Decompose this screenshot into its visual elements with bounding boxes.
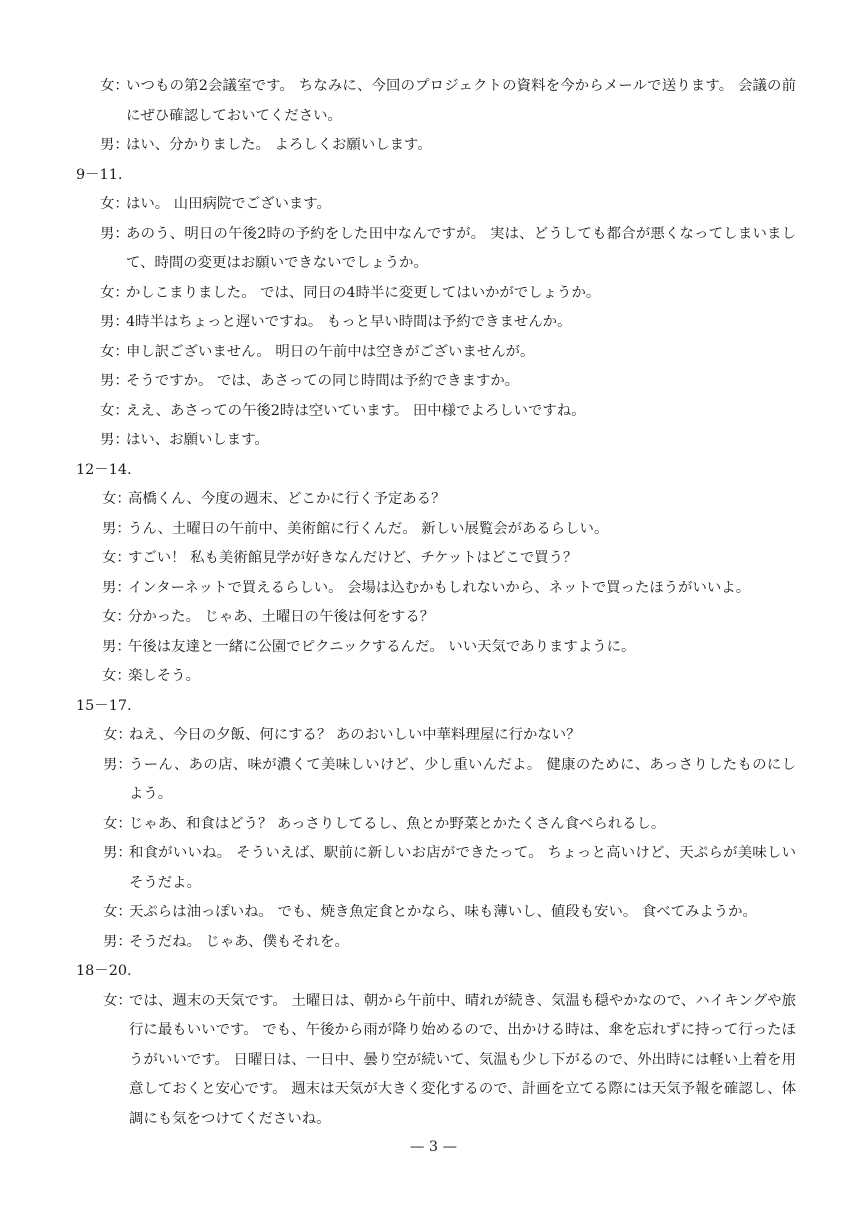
dialogue-line [76,633,796,663]
dialogue-line [76,515,796,545]
dialogue-line [76,662,796,692]
dialogue-line [76,426,796,456]
dialogue-line [76,810,796,840]
speaker-label: 男： [100,373,129,389]
speaker-label: 男： [102,638,131,655]
dialogue-line [76,721,796,751]
dialogue-line [76,72,796,131]
dialogue-line [76,338,796,368]
utterance-text: うん、土曜日の午前中、美術館に行くんだ。 新しい展覧会があるらしい。 [128,520,609,537]
dialogue-line [76,131,796,161]
dialogue-line [76,220,796,279]
utterance-text: 楽しそう。 [128,668,200,684]
dialogue-line [76,367,796,397]
utterance-text: じゃあ、和食はどう？ あっさりしてるし、魚とか野菜とかたくさん食べられるし。 [129,815,666,832]
section-header: 9－11. [76,166,123,183]
dialogue-line [76,839,796,898]
speaker-label: 男： [102,579,131,596]
utterance-text: ええ、あさっての午後2時は空いています。 田中様でよろしいですね。 [126,402,586,419]
dialogue-line [76,397,796,427]
utterance-text: はい、分かりました。 よろしくお願いします。 [126,137,432,153]
speaker-label: 男： [103,756,132,773]
utterance-text: ねえ、今日の夕飯、何にする？ あのおいしい中華料理屋に行かない？ [129,727,581,743]
utterance-text: はい。 山田病院でございます。 [126,196,331,212]
speaker-label: 女： [100,284,129,301]
dialogue-line [76,928,796,958]
dialogue-line [76,751,796,810]
speaker-label: 男： [102,520,131,537]
dialogue-line [76,279,796,309]
utterance-text: 申し訳ございません。 明日の午前中は空きがございませんが。 [126,343,535,360]
speaker-label: 女： [103,904,132,920]
utterance-text: いつもの第2会議室です。 ちなみに、今回のプロジェクトの資料を今からメールで送ります。 会議の前にぜひ確認しておいてください。 [126,78,796,124]
speaker-label: 女： [102,668,131,684]
utterance-text: あのう、明日の午後2時の予約をした田中なんですが。 実は、どうしても都合が悪くなってしまいまして、時間の変更はお願いできないでしょうか。 [126,225,796,271]
utterance-text: すごい！ 私も美術館見学が好きなんだけど、チケットはどこで買う？ [128,550,578,566]
utterance-text: 分かった。 じゃあ、土曜日の午後は何をする？ [128,609,435,625]
utterance-text: はい、お願いします。 [126,432,269,448]
speaker-label: 女： [100,343,129,360]
utterance-text: インターネットで買えるらしい。 会場は込むかもしれないから、ネットで買ったほうがいいよ。 [128,579,751,596]
utterance-text: 和食がいいね。 そういえば、駅前に新しいお店ができたって。 ちょっと高いけど、天ぷらが美味しいそうだよ。 [129,845,796,891]
utterance-text: そうですか。 では、あさっての同じ時間は予約できますか。 [126,373,520,389]
speaker-label: 女： [102,491,131,507]
speaker-label: 男： [100,225,129,242]
speaker-label: 女： [100,196,129,212]
dialogue-line [76,544,796,574]
speaker-label: 男： [100,314,129,330]
utterance-text: 高橋くん、今度の週末、どこかに行く予定ある？ [128,491,446,507]
speaker-label: 女： [102,550,131,566]
dialogue-line [76,190,796,220]
utterance-text: うーん、あの店、味が濃くて美味しいけど、少し重いんだよ。 健康のために、あっさりしたものにしよう。 [129,756,796,802]
dialogue-content [76,72,796,1134]
utterance-text: 4時半はちょっと遅いですね。 もっと早い時間は予約できませんか。 [126,314,572,330]
speaker-label: 男： [103,845,132,861]
dialogue-line [76,574,796,604]
utterance-text: では、週末の天気です。 土曜日は、朝から午前中、晴れが続き、気温も穏やかなので、ハイキングや旅行に最もいいです。 でも、午後から雨が降り始めるので、出かける時は、傘を忘れずに持って行ったほうがいいです。 日曜日は、一日中、曇り空が続いて、気温も少し下がるので、外出時には軽い上着を用意しておくと安心です。 週末は天気が大きく変化するので、計画を立てる際には天気予報を確認し、体調にも気をつけてくださいね。 [129,992,796,1127]
dialogue-line [76,308,796,338]
utterance-text: そうだね。 じゃあ、僕もそれを。 [129,933,349,950]
speaker-label: 女： [103,727,132,743]
utterance-text: かしこまりました。 では、同日の4時半に変更してはいかがでしょうか。 [126,284,601,301]
dialogue-line [76,987,796,1135]
speaker-label: 女： [103,992,132,1009]
dialogue-line [76,485,796,515]
speaker-label: 女： [100,78,129,94]
speaker-label: 女： [103,815,132,832]
section-header: 15－17. [76,697,132,714]
section-header: 18－20. [76,963,132,979]
utterance-text: 天ぷらは油っぽいね。 でも、焼き魚定食とかなら、味も薄いし、値段も安い。 食べてみようか。 [129,904,757,920]
utterance-text: 午後は友達と一緒に公園でピクニックするんだ。 いい天気でありますように。 [128,638,636,655]
speaker-label: 男： [103,933,132,950]
speaker-label: 男： [100,432,129,448]
section-header: 12－14. [76,461,132,478]
page-number: — 3 — [409,1139,458,1155]
dialogue-line [76,898,796,928]
speaker-label: 男： [100,137,129,153]
speaker-label: 女： [100,402,129,419]
speaker-label: 女： [102,609,131,625]
dialogue-line [76,603,796,633]
